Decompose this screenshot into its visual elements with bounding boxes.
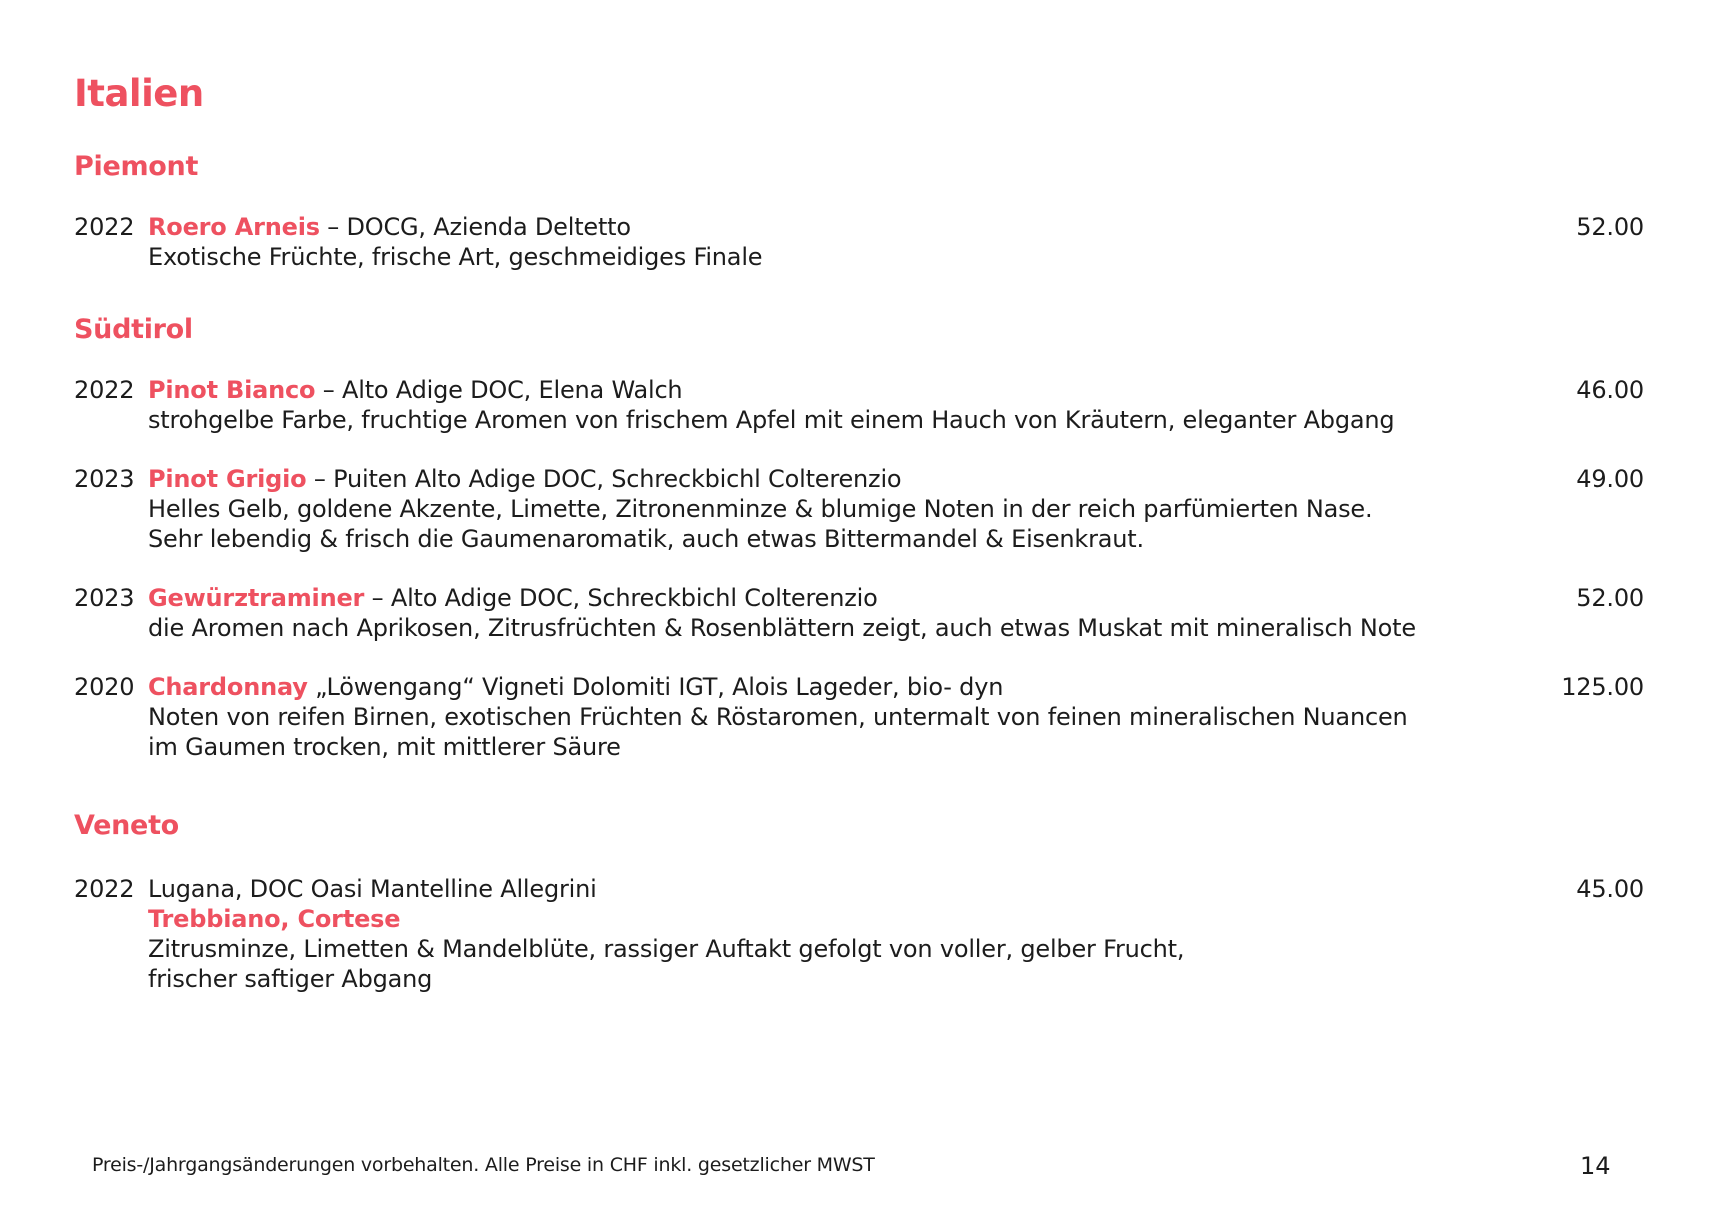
wine-description: Sehr lebendig & frisch die Gaumenaromatik, auch etwas Bittermandel & Eisenkraut. [148, 525, 1144, 553]
vintage-year: 2022 [74, 376, 135, 404]
wine-description: Helles Gelb, goldene Akzente, Limette, Zitronenminze & blumige Noten in der reich parfümierten Nase. [148, 495, 1373, 523]
wine-name: Roero Arneis [148, 213, 320, 241]
region-heading-veneto: Veneto [74, 810, 179, 841]
wine-entry-chardonnay [74, 672, 1644, 762]
wine-name: Gewürztraminer [148, 584, 365, 612]
wine-detail: – Puiten Alto Adige DOC, Schreckbichl Colterenzio [306, 465, 902, 493]
wine-price: 46.00 [1576, 376, 1644, 404]
wine-entry-roero-arneis [74, 212, 1644, 272]
page-number: 14 [1580, 1152, 1611, 1180]
wine-price: 52.00 [1576, 213, 1644, 241]
wine-price: 52.00 [1576, 584, 1644, 612]
grape-varieties: Trebbiano, Cortese [148, 905, 401, 933]
wine-description: die Aromen nach Aprikosen, Zitrusfrüchten & Rosenblättern zeigt, auch etwas Muskat mit mineralisch Note [148, 614, 1416, 642]
wine-entry-pinot-grigio [74, 464, 1644, 554]
vintage-year: 2022 [74, 213, 135, 241]
wine-description: Exotische Früchte, frische Art, geschmeidiges Finale [148, 243, 763, 271]
region-heading-suedtirol: Südtirol [74, 314, 193, 345]
wine-name: Chardonnay [148, 673, 308, 701]
wine-price: 125.00 [1561, 673, 1644, 701]
vintage-year: 2023 [74, 584, 135, 612]
footer-note: Preis-/Jahrgangsänderungen vorbehalten. Alle Preise in CHF inkl. gesetzlicher MWST [92, 1154, 875, 1176]
page-title: Italien [74, 72, 204, 115]
vintage-year: 2023 [74, 465, 135, 493]
wine-entry-lugana [74, 874, 1644, 994]
wine-description: strohgelbe Farbe, fruchtige Aromen von frischem Apfel mit einem Hauch von Kräutern, eleganter Abgang [148, 406, 1395, 434]
vintage-year: 2022 [74, 875, 135, 903]
wine-detail: – Alto Adige DOC, Schreckbichl Colterenzio [364, 584, 878, 612]
wine-description: Zitrusminze, Limetten & Mandelblüte, rassiger Auftakt gefolgt von voller, gelber Frucht, [148, 935, 1185, 963]
wine-description: im Gaumen trocken, mit mittlerer Säure [148, 733, 621, 761]
wine-detail: – DOCG, Azienda Deltetto [319, 213, 631, 241]
wine-price: 45.00 [1576, 875, 1644, 903]
wine-detail: Lugana, DOC Oasi Mantelline Allegrini [148, 875, 597, 903]
wine-detail: „Löwengang“ Vigneti Dolomiti IGT, Alois Lageder, bio- dyn [307, 673, 1004, 701]
wine-entry-pinot-bianco [74, 375, 1644, 435]
wine-entry-gewuerztraminer [74, 583, 1644, 643]
wine-description: frischer saftiger Abgang [148, 965, 433, 993]
wine-price: 49.00 [1576, 465, 1644, 493]
wine-description: Noten von reifen Birnen, exotischen Früchten & Röstaromen, untermalt von feinen mineralischen Nuancen [148, 703, 1408, 731]
wine-detail: – Alto Adige DOC, Elena Walch [315, 376, 683, 404]
region-heading-piemont: Piemont [74, 151, 199, 182]
wine-name: Pinot Grigio [148, 465, 307, 493]
wine-name: Pinot Bianco [148, 376, 316, 404]
vintage-year: 2020 [74, 673, 135, 701]
